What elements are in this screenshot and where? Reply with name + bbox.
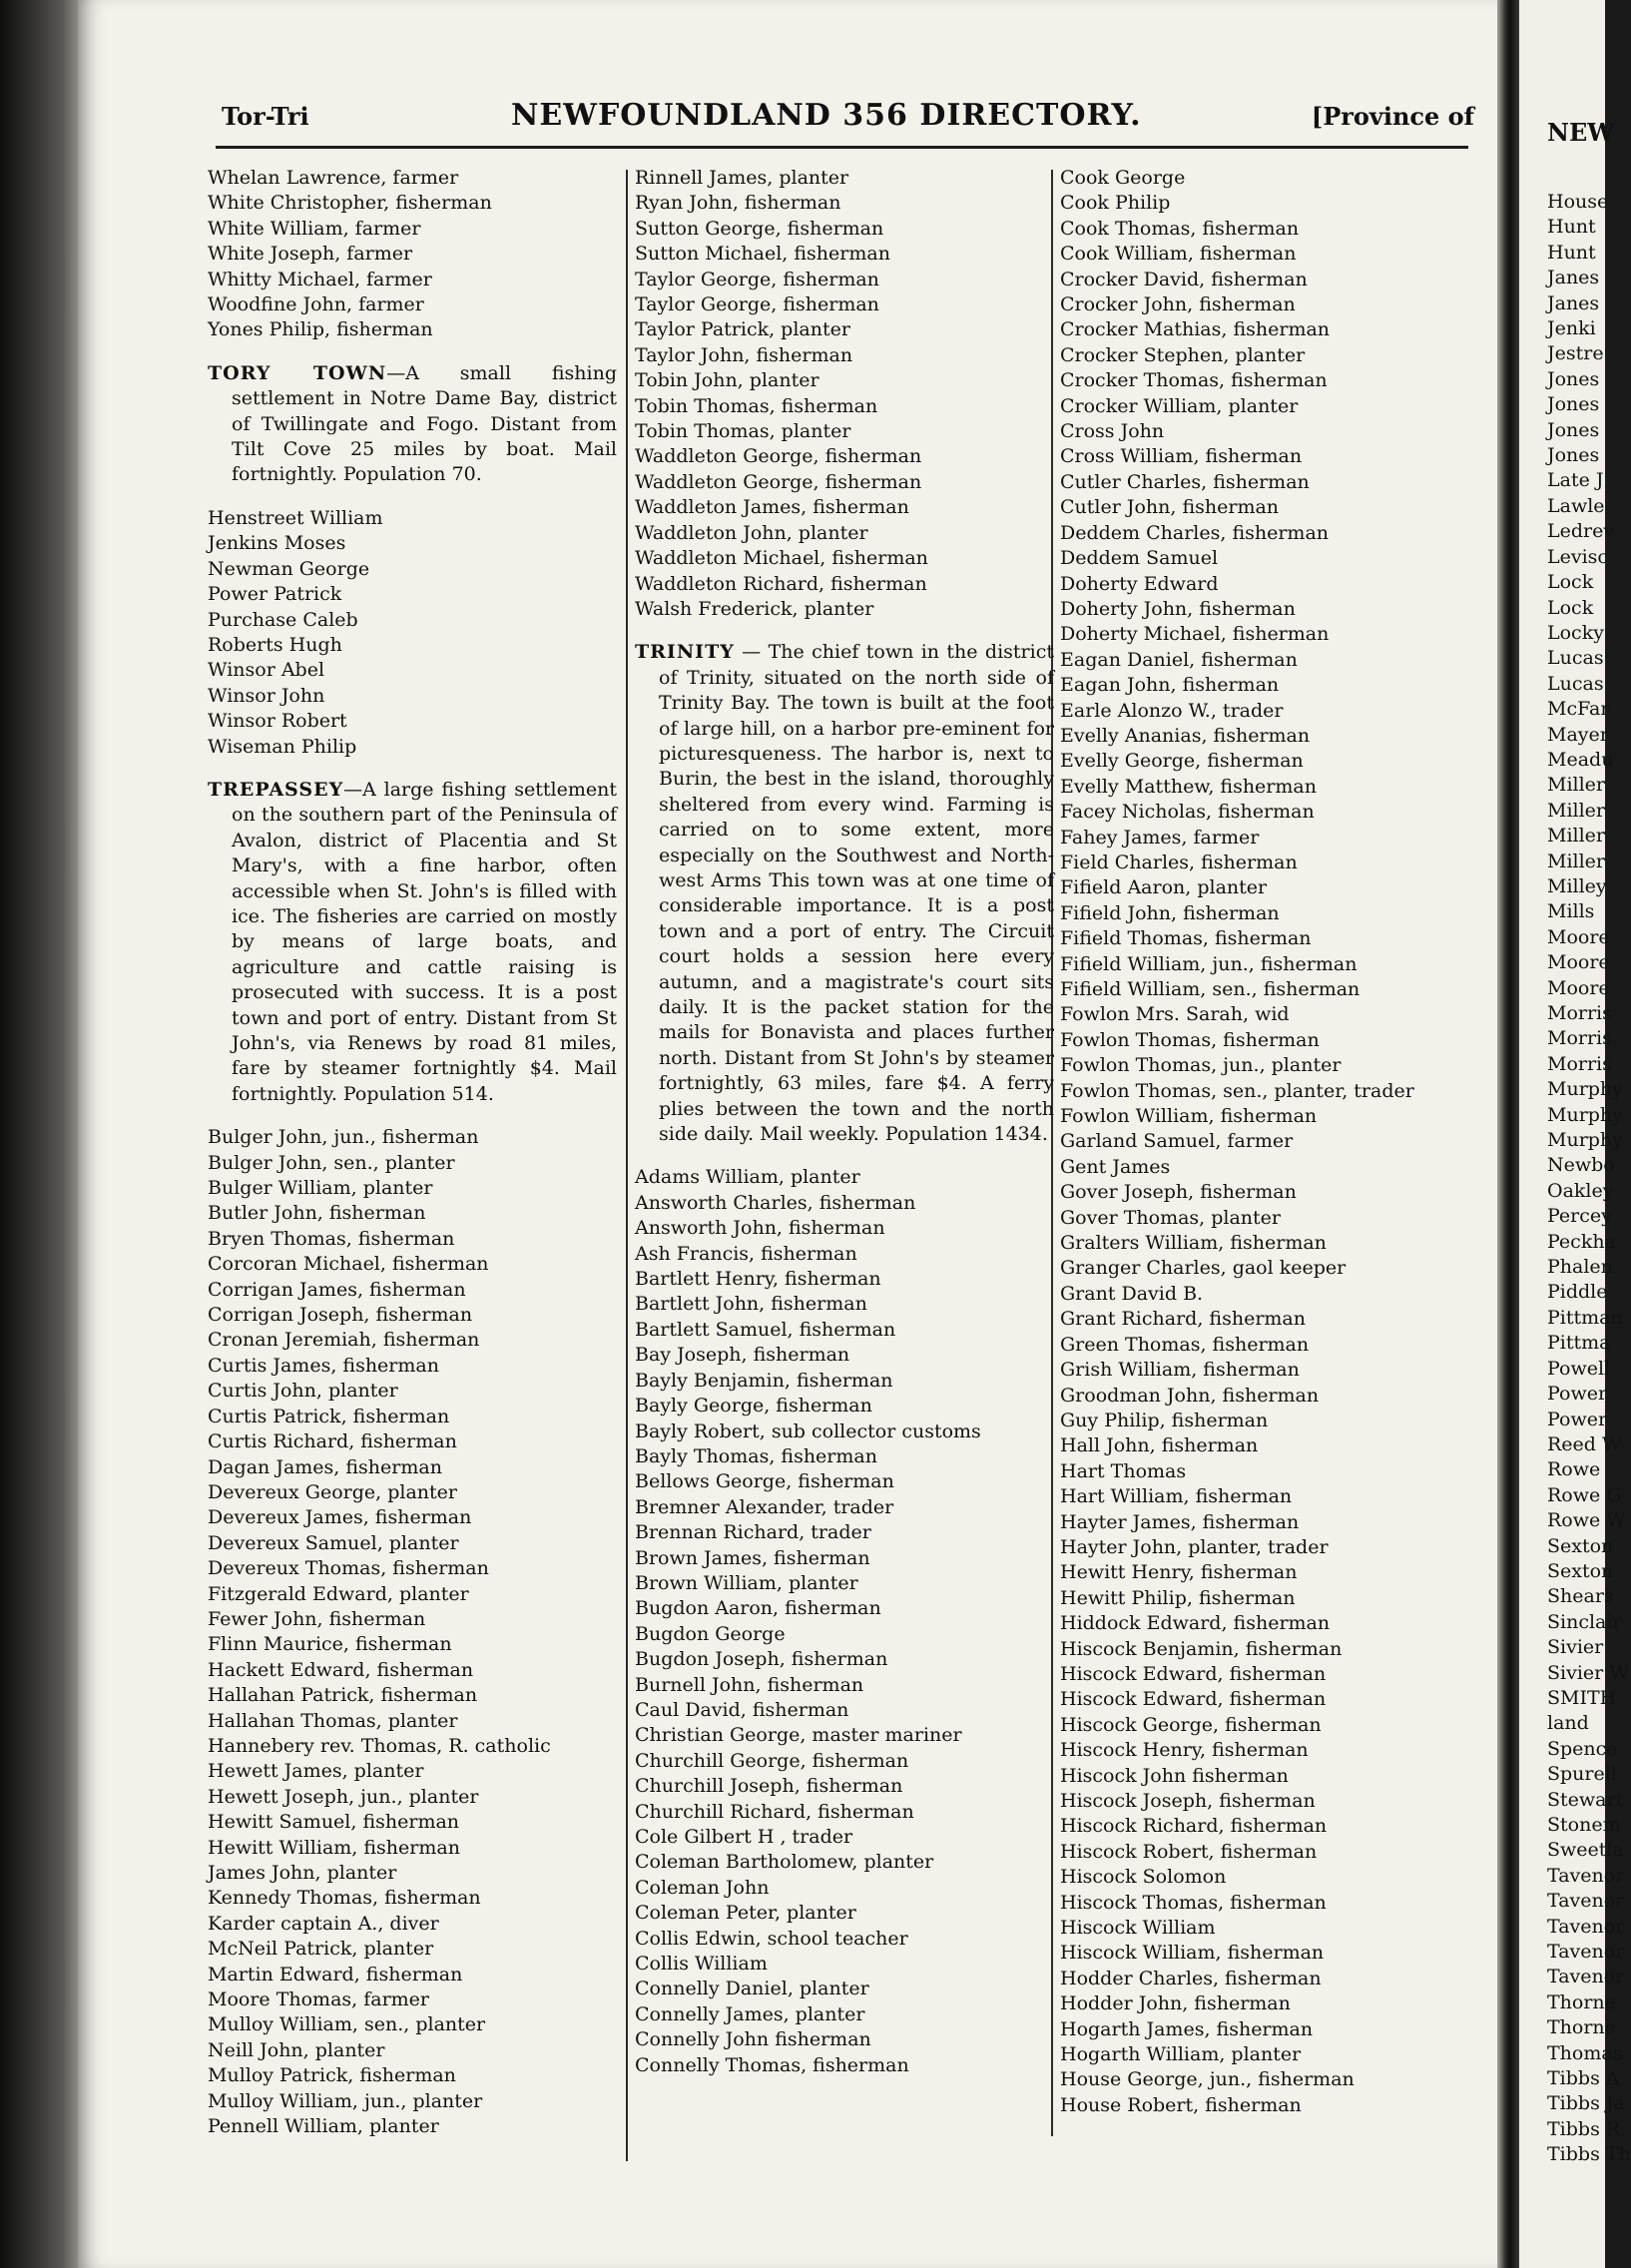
directory-entry: Woodfine John, farmer [208,293,424,316]
directory-entry: Percey [1547,1205,1612,1228]
directory-entry: Grish William, fisherman [1060,1359,1300,1382]
entry-list [208,506,617,760]
directory-entry: Tavenor [1547,1890,1625,1913]
directory-entry: Lawle [1547,494,1605,517]
directory-entry: Evelly Ananias, fisherman [1060,724,1311,747]
column-2 [635,166,1054,2078]
directory-entry: Hiscock William [1060,1917,1216,1940]
directory-entry: Eagan Daniel, fisherman [1060,648,1298,671]
directory-entry: Hewett Joseph, jun., planter [208,1785,479,1808]
directory-entry: Thorne [1547,1990,1616,2013]
directory-entry: Fitzgerald Edward, planter [208,1582,469,1605]
header-province: [Province of [1311,102,1474,131]
adjacent-entry-list [1547,190,1631,2168]
directory-entry: Ryan John, fisherman [635,192,841,215]
place-description-trinity [635,640,1054,1147]
directory-entry: Hayter James, fisherman [1060,1510,1300,1533]
directory-entry: Tavenor [1547,1941,1625,1964]
directory-entry: Doherty Michael, fisherman [1060,623,1330,646]
directory-entry: Hunt [1547,241,1596,264]
directory-entry: Stewart [1547,1788,1624,1811]
directory-entry: Fifield William, sen., fisherman [1060,978,1360,1000]
directory-entry: Cook George [1060,167,1186,189]
directory-entry: Fowlon Thomas, fisherman [1060,1028,1320,1051]
directory-entry: Garland Samuel, farmer [1060,1130,1294,1153]
directory-entry: Janes [1547,291,1600,314]
directory-entry: Cook Thomas, fisherman [1060,217,1300,240]
directory-entry: Corrigan Joseph, fisherman [208,1304,473,1327]
directory-entry: Grant David B. [1060,1282,1204,1305]
directory-entry: Gover Thomas, planter [1060,1206,1282,1229]
directory-entry: Cutler John, fisherman [1060,496,1280,519]
directory-entry: Devereux Thomas, fisherman [208,1557,489,1580]
directory-entry: Rowe G [1547,1483,1622,1506]
directory-entry: Purchase Caleb [208,608,358,631]
directory-entry: Devereux James, fisherman [208,1506,472,1529]
directory-entry: Bayly Benjamin, fisherman [635,1369,893,1392]
place-description-tory-town [208,361,617,488]
directory-entry: Crocker John, fisherman [1060,293,1296,316]
directory-entry: Crocker Thomas, fisherman [1060,369,1328,392]
directory-entry: Sexton [1547,1534,1614,1557]
directory-entry: Bugdon Aaron, fisherman [635,1597,881,1620]
directory-entry: Connelly James, planter [635,2002,865,2025]
directory-entry: Jestre [1547,342,1604,365]
directory-entry: Pittman [1547,1306,1623,1329]
directory-entry: McNeil Patrick, planter [208,1938,434,1961]
directory-entry: Mills [1547,900,1595,923]
directory-entry: Bulger William, planter [208,1177,433,1200]
place-name: TORY TOWN [208,361,387,384]
place-text: —A large fishing settlement on the southern part of the Peninsula of Avalon, district of Placentia and St Mary's, with a fine harbor, often accessible when St. John's is filled with ice. The fisheries are carried on mostly by means of large boats, and agriculture and cattle raising is prosecuted with success. It is a post town and port of entry. Distant from St John's, via Renews by road 81 miles, fare by steamer fortnightly $4. Mail fortnightly. Population 514. [232,778,617,1105]
directory-entry: Jenki [1547,317,1596,340]
directory-entry: Cross William, fisherman [1060,445,1303,468]
directory-entry: Field Charles, fisherman [1060,850,1298,873]
header-rule [216,146,1468,149]
directory-entry: Grant Richard, fisherman [1060,1308,1306,1331]
directory-entry: Hiscock Robert, fisherman [1060,1840,1318,1863]
directory-entry: Crocker Mathias, fisherman [1060,318,1331,341]
directory-entry: Yones Philip, fisherman [208,318,433,341]
directory-entry: Bartlett John, fisherman [635,1293,867,1316]
directory-entry: Bulger John, jun., fisherman [208,1126,479,1149]
directory-entry: Bulger John, sen., planter [208,1151,455,1174]
directory-entry: Waddleton Richard, fisherman [635,572,927,595]
directory-entry: Devereux Samuel, planter [208,1531,459,1554]
header-range: Tor-Tri [222,102,309,131]
directory-entry: Churchill Richard, fisherman [635,1800,914,1823]
directory-entry: Miller [1547,799,1606,822]
directory-entry: Crocker David, fisherman [1060,268,1308,290]
directory-entry: Curtis Richard, fisherman [208,1430,457,1453]
directory-entry: Hallahan Patrick, fisherman [208,1684,478,1707]
directory-entry: Whitty Michael, farmer [208,268,432,290]
directory-entry: Doherty John, fisherman [1060,597,1296,620]
directory-entry: Fahey James, farmer [1060,826,1260,849]
directory-entry: Hogarth William, planter [1060,2043,1302,2066]
directory-entry: Bugdon George [635,1622,786,1645]
directory-entry: Collis Edwin, school teacher [635,1927,908,1950]
directory-entry: Hall John, fisherman [1060,1434,1259,1457]
directory-entry: Cole Gilbert H , trader [635,1826,853,1848]
entry-list [208,1125,617,2139]
directory-entry: Hogarth James, fisherman [1060,2017,1314,2040]
directory-entry: Connelly John fisherman [635,2028,871,2051]
directory-entry: Waddleton George, fisherman [635,445,922,468]
directory-entry: Tobin John, planter [635,369,819,392]
directory-entry: Moore [1547,951,1610,974]
directory-entry: White William, farmer [208,217,421,240]
directory-entry: White Christopher, fisherman [208,192,492,215]
place-text: — The chief town in the district of Trinity, situated on the north side of Trinity Bay. The town is built at the foot of large hill, on a harbor pre-eminent for picturesqueness. The harbor is, next to Burin, the best in the island, thoroughly sheltered from every wind. Farming is carried on to some extent, more especially on the Southwest and North-west Arms This town was at one time of considerable importance. It is a post town and a port of entry. The Circuit court holds a session here every autumn, and a magistrate's court sits daily. It is the packet station for the mails for Bonavista and places further north. Distant from St John's by steamer fortnightly, 63 miles, fare $4. A ferry plies between the town and the north side daily. Mail weekly. Population 1434. [659,641,1054,1146]
directory-entry: Taylor George, fisherman [635,268,879,290]
directory-entry: Hart Thomas [1060,1459,1187,1482]
directory-entry: Fifield Aaron, planter [1060,876,1268,899]
directory-entry: Powell [1547,1357,1611,1380]
directory-entry: Power [1547,1383,1608,1406]
directory-entry: Fewer John, fisherman [208,1607,426,1630]
directory-entry: Sutton Michael, fisherman [635,243,890,266]
directory-entry: Taylor Patrick, planter [635,318,850,341]
directory-entry: Hackett Edward, fisherman [208,1658,474,1681]
directory-entry: Eagan John, fisherman [1060,674,1280,697]
directory-entry: Waddleton George, fisherman [635,470,922,493]
directory-entry: Cronan Jeremiah, fisherman [208,1329,480,1352]
directory-entry: Oakley [1547,1179,1614,1202]
directory-entry: Morris [1547,1002,1612,1024]
directory-entry: Answorth John, fisherman [635,1217,885,1240]
directory-entry: Answorth Charles, fisherman [635,1191,916,1214]
directory-entry: Miller [1547,774,1606,797]
directory-entry: Curtis John, planter [208,1380,398,1403]
directory-entry: Hodder Charles, fisherman [1060,1967,1322,1989]
directory-entry: Reed W [1547,1432,1622,1455]
directory-entry: Bayly Robert, sub collector customs [635,1419,981,1442]
directory-entry: Winsor John [208,684,325,707]
directory-entry: Newbo [1547,1154,1615,1177]
directory-entry: Power [1547,1408,1608,1430]
directory-entry: Flinn Maurice, fisherman [208,1633,452,1656]
place-text: —A small fishing settlement in Notre Dame Bay, district of Twillingate and Fogo. Distant from Tilt Cove 25 miles by boat. Mail fortnightly. Population 70. [232,361,617,486]
directory-entry: Hiscock Henry, fisherman [1060,1739,1309,1762]
directory-entry: Churchill George, fisherman [635,1749,909,1772]
directory-entry: Fifield John, fisherman [1060,901,1280,924]
directory-entry: Granger Charles, gaol keeper [1060,1257,1347,1280]
directory-entry: Tobin Thomas, fisherman [635,394,878,417]
directory-entry: Hiscock Edward, fisherman [1060,1662,1327,1685]
directory-entry: Murphy [1547,1078,1623,1101]
entry-list [1060,166,1479,2118]
directory-entry: Tibbs R. [1547,2117,1627,2140]
directory-entry: Waddleton John, planter [635,521,868,544]
directory-entry: Evelly George, fisherman [1060,750,1304,773]
directory-entry: Whelan Lawrence, farmer [208,167,459,189]
directory-entry: Bryen Thomas, fisherman [208,1227,455,1250]
directory-entry: Morris [1547,1027,1612,1050]
directory-entry: Caul David, fisherman [635,1698,849,1721]
directory-entry: Connelly Daniel, planter [635,1978,869,2000]
directory-entry: Piddle [1547,1281,1608,1304]
directory-entry: Jones [1547,367,1600,390]
place-name: TREPASSEY [208,778,344,801]
directory-entry: Sweetla [1547,1839,1624,1862]
directory-entry: Hiscock Benjamin, fisherman [1060,1637,1343,1660]
directory-entry: Jenkins Moses [208,532,346,555]
directory-entry: Pennell William, planter [208,2115,439,2138]
directory-entry: Jones [1547,418,1600,441]
directory-entry: Phalen [1547,1256,1613,1279]
directory-entry: Hiddock Edward, fisherman [1060,1612,1331,1635]
directory-entry: Fowlon Thomas, jun., planter [1060,1054,1342,1077]
directory-entry: Hiscock Richard, fisherman [1060,1815,1328,1838]
directory-entry: Butler John, fisherman [208,1202,426,1225]
directory-entry: Fowlon Mrs. Sarah, wid [1060,1003,1290,1026]
directory-entry: Henstreet William [208,506,383,529]
directory-entry: Tobin Thomas, planter [635,420,851,443]
place-name: TRINITY [635,641,735,664]
page-header [222,98,1474,144]
directory-entry: Spence [1547,1737,1618,1760]
directory-entry: Groodman John, fisherman [1060,1384,1320,1407]
directory-entry: Bartlett Samuel, fisherman [635,1318,896,1341]
directory-entry: Lock [1547,571,1594,594]
directory-entry: Kennedy Thomas, fisherman [208,1887,481,1910]
directory-entry: Hart William, fisherman [1060,1485,1293,1508]
directory-entry: Sinclair [1547,1610,1622,1633]
directory-entry: Crocker Stephen, planter [1060,343,1306,366]
directory-entry: White Joseph, farmer [208,243,413,266]
column-divider-1 [626,170,628,2161]
directory-entry: Pittma [1547,1332,1611,1355]
directory-entry: Coleman Bartholomew, planter [635,1851,934,1874]
directory-entry: Newman George [208,557,370,580]
directory-entry: Spurell [1547,1763,1617,1786]
directory-entry: Bayly George, fisherman [635,1395,872,1418]
directory-entry: Murphy [1547,1129,1623,1152]
directory-entry: Thomas [1547,2041,1623,2064]
directory-entry: Tavenor [1547,1864,1625,1887]
directory-entry: Hayter John, planter, trader [1060,1535,1329,1558]
directory-entry: Mulloy William, sen., planter [208,2013,486,2036]
directory-entry: Waddleton Michael, fisherman [635,547,928,570]
directory-entry: Rinnell James, planter [635,167,849,189]
directory-entry: House [1547,191,1609,213]
directory-entry: Meadu [1547,748,1614,771]
directory-entry: Churchill Joseph, fisherman [635,1775,903,1798]
directory-entry: Miller [1547,850,1606,872]
directory-entry: Hewitt Philip, fisherman [1060,1586,1296,1609]
directory-entry: Mayer [1547,723,1609,746]
adjacent-page [1519,0,1631,2268]
directory-entry: Martin Edward, fisherman [208,1963,463,1985]
directory-entry: Neill John, planter [208,2038,385,2061]
directory-entry: Tavenor [1547,1915,1625,1938]
directory-entry: Wiseman Philip [208,735,357,758]
directory-entry: Hiscock George, fisherman [1060,1713,1322,1736]
directory-entry: Deddem Charles, fisherman [1060,521,1330,544]
directory-entry: Sutton George, fisherman [635,217,884,240]
directory-entry: Hiscock Solomon [1060,1866,1227,1889]
directory-entry: Dagan James, fisherman [208,1455,442,1478]
directory-entry: Mulloy William, jun., planter [208,2089,483,2112]
directory-entry: Rowe W [1547,1509,1626,1532]
directory-entry: land [1547,1712,1589,1735]
directory-entry: Hiscock William, fisherman [1060,1942,1325,1965]
directory-entry: Cook Philip [1060,192,1171,215]
column-3 [1060,166,1479,2118]
directory-entry: Janes [1547,267,1600,289]
directory-entry: Gent James [1060,1155,1171,1178]
directory-entry: Earle Alonzo W., trader [1060,699,1284,722]
directory-entry: Waddleton James, fisherman [635,496,909,519]
directory-entry: Hiscock Edward, fisherman [1060,1688,1327,1711]
directory-entry: Corcoran Michael, fisherman [208,1253,489,1276]
directory-entry: Shears [1547,1585,1614,1608]
directory-entry: Tibbs Th [1547,2143,1631,2166]
directory-entry: Deddem Samuel [1060,547,1219,570]
directory-entry: Karder captain A., diver [208,1912,439,1935]
directory-entry: Doherty Edward [1060,572,1219,595]
directory-entry: Lucas [1547,672,1604,695]
directory-entry: Brennan Richard, trader [635,1521,871,1544]
directory-entry: Rowe [1547,1458,1601,1481]
directory-entry: Curtis Patrick, fisherman [208,1405,450,1427]
directory-entry: Fifield Thomas, fisherman [1060,927,1312,950]
directory-entry: Evelly Matthew, fisherman [1060,775,1317,798]
directory-entry: Sivier W [1547,1661,1629,1684]
directory-entry: Crocker William, planter [1060,394,1299,417]
directory-entry: Fowlon William, fisherman [1060,1105,1318,1128]
directory-entry: Gralters William, fisherman [1060,1232,1327,1255]
directory-entry: Tibbs A [1547,2067,1620,2090]
directory-entry: Adams William, planter [635,1166,860,1189]
directory-entry: Thorne [1547,2016,1616,2039]
directory-entry: Devereux George, planter [208,1480,457,1503]
directory-entry: Hewitt Henry, fisherman [1060,1561,1298,1584]
directory-entry: Taylor George, fisherman [635,293,879,316]
directory-entry: Bremner Alexander, trader [635,1495,894,1518]
directory-entry: Fowlon Thomas, sen., planter, trader [1060,1079,1414,1102]
directory-entry: Coleman John [635,1876,770,1899]
entry-list [635,1165,1054,2078]
directory-entry: Jones [1547,393,1600,416]
directory-entry: Levisc [1547,545,1609,568]
directory-entry: Peckha [1547,1230,1616,1253]
directory-entry: Bugdon Joseph, fisherman [635,1648,888,1671]
directory-entry: Brown James, fisherman [635,1546,870,1569]
adjacent-page-header: NEW [1547,118,1615,147]
directory-entry: Guy Philip, fisherman [1060,1409,1269,1431]
header-title: NEWFOUNDLAND 356 DIRECTORY. [511,98,1142,133]
directory-entry: Facey Nicholas, fisherman [1060,801,1315,824]
directory-entry: Bartlett Henry, fisherman [635,1268,881,1291]
directory-entry: Cook William, fisherman [1060,243,1297,266]
directory-entry: Corrigan James, fisherman [208,1278,466,1301]
directory-entry: Bay Joseph, fisherman [635,1344,850,1367]
directory-entry: Hewitt William, fisherman [208,1836,460,1859]
directory-entry: Christian George, master mariner [635,1724,962,1747]
directory-entry: Mulloy Patrick, fisherman [208,2064,456,2087]
directory-entry: Miller [1547,825,1606,848]
directory-entry: James John, planter [208,1862,397,1884]
directory-entry: Ledrev [1547,520,1615,543]
directory-entry: Cutler Charles, fisherman [1060,470,1310,493]
directory-entry: Hiscock Joseph, fisherman [1060,1790,1316,1812]
directory-entry: Moore [1547,976,1610,999]
directory-entry: Lock [1547,596,1594,619]
directory-entry: Hunt [1547,216,1596,239]
entry-list [635,166,1054,622]
directory-entry: House Robert, fisherman [1060,2093,1302,2116]
directory-entry: Moore [1547,925,1610,948]
directory-entry: Taylor John, fisherman [635,343,853,366]
entry-list [208,166,617,343]
directory-entry: Ash Francis, fisherman [635,1242,857,1265]
directory-entry: Sexton [1547,1559,1614,1582]
directory-entry: Hiscock Thomas, fisherman [1060,1891,1327,1914]
directory-entry: Bellows George, fisherman [635,1470,894,1493]
directory-entry: Cross John [1060,420,1165,443]
directory-entry: Hewitt Samuel, fisherman [208,1811,460,1834]
directory-entry: Tavenor [1547,1966,1625,1988]
column-1 [208,166,617,2139]
directory-entry: Jones [1547,444,1600,467]
directory-entry: House George, jun., fisherman [1060,2068,1355,2091]
directory-entry: Morris [1547,1052,1612,1075]
directory-entry: Moore Thomas, farmer [208,1988,430,2011]
directory-entry: Hallahan Thomas, planter [208,1709,458,1732]
directory-entry: Sivier [1547,1636,1604,1659]
directory-entry: Stonem [1547,1814,1621,1836]
directory-entry: Collis William [635,1953,768,1976]
directory-entry: Hewett James, planter [208,1760,424,1783]
directory-entry: Roberts Hugh [208,633,342,656]
directory-entry: Coleman Peter, planter [635,1902,856,1925]
directory-entry: Bayly Thomas, fisherman [635,1444,877,1467]
directory-entry: Curtis James, fisherman [208,1354,439,1377]
book-spine [0,0,78,2268]
directory-entry: Winsor Abel [208,659,325,682]
directory-entry: Hannebery rev. Thomas, R. catholic [208,1734,551,1757]
directory-entry: Green Thomas, fisherman [1060,1333,1310,1356]
directory-entry: Locky [1547,621,1604,644]
directory-entry: Brown William, planter [635,1571,858,1594]
directory-entry: Walsh Frederick, planter [635,597,874,620]
directory-entry: Lucas [1547,647,1604,670]
directory-entry: Connelly Thomas, fisherman [635,2053,909,2076]
book-gutter [1497,0,1519,2268]
directory-entry: McFar [1547,698,1610,721]
directory-entry: Late J [1547,469,1604,492]
place-description-trepassey [208,778,617,1107]
directory-entry: Milley [1547,874,1607,897]
directory-entry: Murphy [1547,1103,1623,1126]
directory-entry: Power Patrick [208,583,342,606]
directory-entry: SMITH [1547,1686,1617,1709]
directory-entry: Burnell John, fisherman [635,1673,864,1696]
directory-entry: Fifield William, jun., fisherman [1060,952,1358,975]
directory-entry: Tibbs Ja [1547,2092,1625,2115]
directory-entry: Gover Joseph, fisherman [1060,1181,1297,1204]
directory-entry: Winsor Robert [208,710,347,733]
directory-entry: Hodder John, fisherman [1060,1992,1291,2015]
directory-entry: Hiscock John fisherman [1060,1764,1289,1787]
